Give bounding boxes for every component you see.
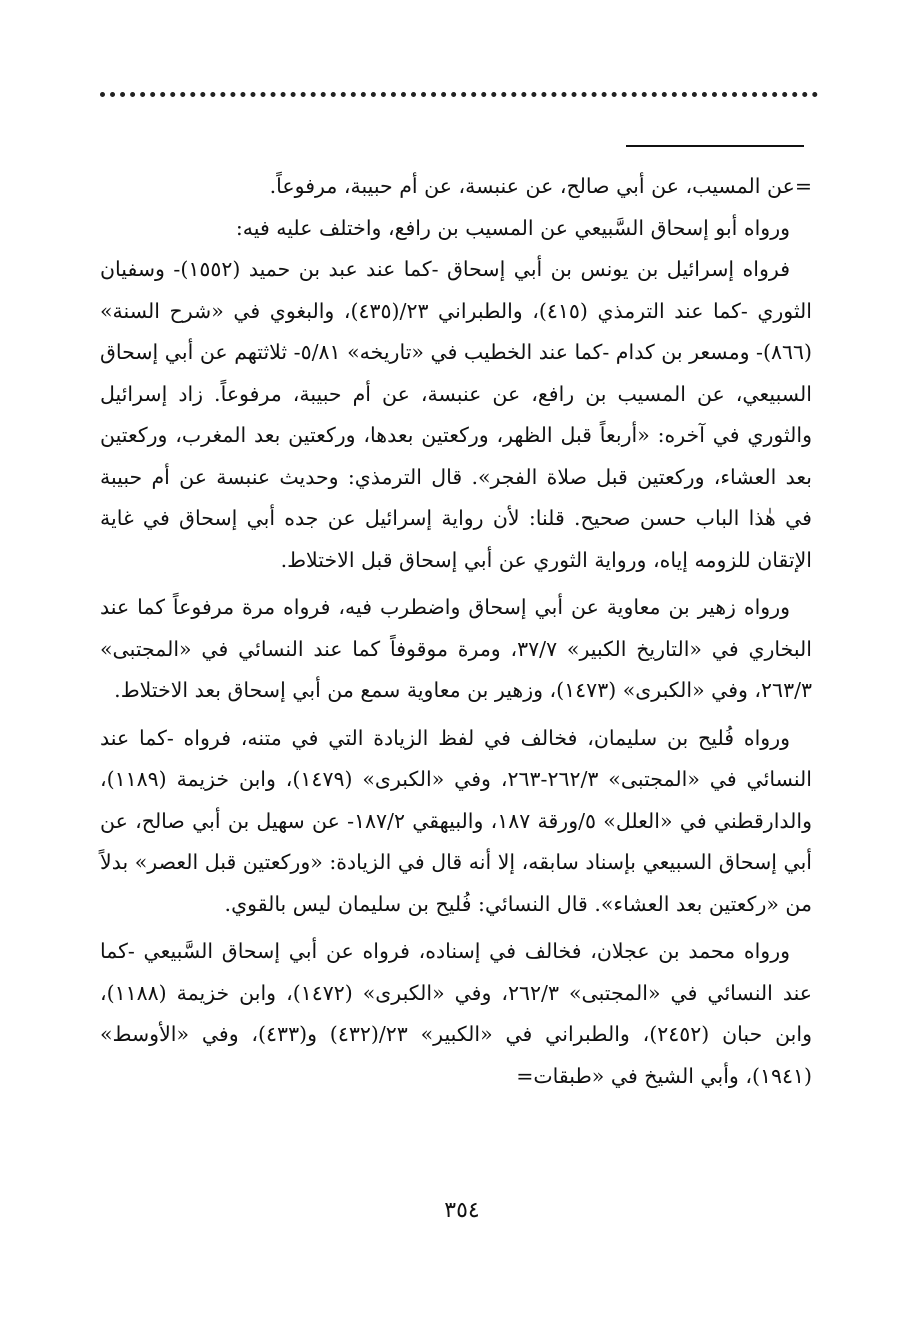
page-number: ٣٥٤: [444, 1198, 480, 1223]
footnote-paragraph: ورواه فُليح بن سليمان، فخالف في لفظ الزيادة التي في متنه، فرواه -كما عند النسائي في «المجتبى» ٢٦٢/٣-٢٦٣، وفي «الكبرى» (١٤٧٩)، وابن خزيمة (١١٨٩)، والدارقطني في «العلل» ٥/ورقة ١٨٧، والبيهقي ١٨٧/٢- عن سهيل بن أبي صالح، عن أبي إسحاق السبيعي بإسناد سابقه، إلا أنه قال في الزيادة: «وركعتين قبل العصر» بدلاً من «ركعتين بعد العشاء». قال النسائي: فُليح بن سليمان ليس بالقوي.: [100, 725, 812, 916]
footnote-rule: [626, 145, 804, 147]
footnote-paragraph: ورواه محمد بن عجلان، فخالف في إسناده، فرواه عن أبي إسحاق السَّبيعي -كما عند النسائي في «المجتبى» ٢٦٢/٣، وفي «الكبرى» (١٤٧٢)، وابن خزيمة (١١٨٨)، وابن حبان (٢٤٥٢)، والطبراني في «الكبير» ٢٣/(٤٣٢) و(٤٣٣)، وفي «الأوسط» (١٩٤١)، وأبي الشيخ في «طبقات=: [100, 939, 812, 1088]
footnote-paragraph: فرواه إسرائيل بن يونس بن أبي إسحاق -كما عند عبد بن حميد (١٥٥٢)- وسفيان الثوري -كما عند الترمذي (٤١٥)، والطبراني ٢٣/(٤٣٥)، والبغوي في «شرح السنة» (٨٦٦)- ومسعر بن كدام -كما عند الخطيب في «تاريخه» ٥/٨١- ثلاثتهم عن أبي إسحاق السبيعي، عن المسيب بن رافع، عن عنبسة، عن أم حبيبة، مرفوعاً. زاد إسرائيل والثوري في آخره: «أربعاً قبل الظهر، وركعتين بعدها، وركعتين بعد المغرب، وركعتين بعد العشاء، وركعتين قبل صلاة الفجر». قال الترمذي: وحديث عنبسة عن أم حبيبة في هٰذا الباب حسن صحيح. قلنا: لأن رواية إسرائيل عن جده أبي إسحاق في غاية الإتقان للزومه إياه، ورواية الثوري عن أبي إسحاق قبل الاختلاط.: [100, 257, 812, 572]
dotted-separator: [100, 92, 818, 97]
footnote-paragraph: ورواه أبو إسحاق السَّبيعي عن المسيب بن رافع، واختلف عليه فيه:: [235, 215, 790, 240]
footnote-paragraph: ورواه زهير بن معاوية عن أبي إسحاق واضطرب فيه، فرواه مرة مرفوعاً كما عند البخاري في «التاريخ الكبير» ٣٧/٧، ومرة موقوفاً كما عند النسائي في «المجتبى» ٢٦٣/٣، وفي «الكبرى» (١٤٧٣)، وزهير بن معاوية سمع من أبي إسحاق بعد الاختلاط.: [100, 595, 812, 702]
footnote-text: [100, 166, 812, 1097]
footnote-paragraph: =عن المسيب، عن أبي صالح، عن عنبسة، عن أم حبيبة، مرفوعاً.: [269, 174, 812, 198]
